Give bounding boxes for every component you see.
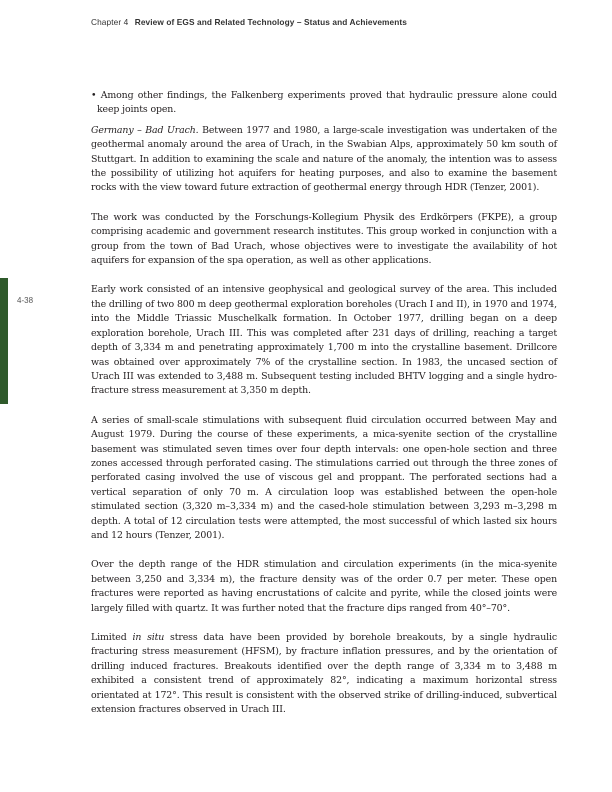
paragraph-stimulations: A series of small-scale stimulations with subsequent fluid circulation occurred between May and August 1979. During the course of these experiments, a mica-syenite section of the crystalline basement was stimulated seven times over four depth intervals: one open-hole section and three zones accessed through perforated casing. The stimulations carried out through the three zones of perforated casing involved the use of viscous gel and proppant. The perforated sections had a vertical separation of only 70 m. A circulation loop was established between the open-hole stimulated section (3,320 m–3,334 m) and the cased-hole stimulation between 3,293 m–3,298 m depth. A total of 12 circulation tests were attempted, the most successful of which lasted six hours and 12 hours (Tenzer, 2001). [91, 414, 557, 541]
paragraph-fkpe: The work was conducted by the Forschungs-Kollegium Physik des Erdkörpers (FKPE), a group comprising academic and government research institutes. This group worked in conjunction with a group from the town of Bad Urach, whose objectives were to investigate the availability of hot aquifers for expansion of the spa operation, as well as other applications. [91, 211, 557, 267]
paragraph-text: stress data have been provided by borehole breakouts, by a single hydraulic fracturing stress measurement (HFSM), by fracture inflation pressures, and by the orientation of drilling induced fractures. Breakouts identified over the depth range of 3,334 m to 3,488 m exhibited a consistent trend of approximately 82°, indicating a maximum horizontal stress orientated at 172°. This result is consistent with the observed strike of drilling-induced, subvertical extension fractures observed in Urach III. [91, 632, 557, 716]
running-header [91, 17, 407, 27]
bullet-finding: • Among other findings, the Falkenberg experiments proved that hydraulic pressure alone could keep joints open. [91, 90, 557, 116]
paragraph-text: Limited [91, 632, 133, 643]
chapter-label: Chapter 4 [91, 17, 129, 27]
page-number: 4-38 [17, 296, 34, 305]
paragraph-bad-urach-intro [91, 124, 557, 196]
paragraph-stress-data [91, 631, 557, 717]
body-text [91, 89, 557, 732]
paragraph-early-work: Early work consisted of an intensive geophysical and geological survey of the area. This included the drilling of two 800 m deep geothermal exploration boreholes (Urach I and II), in 1970 and 1974, into the Middle Triassic Muschelkalk formation. In October 1977, drilling began on a deep exploration borehole, Urach III. This was completed after 231 days of drilling, reaching a target depth of 3,334 m and penetrating approximately 1,700 m into the crystalline basement. Drillcore was obtained over approximately 7% of the crystalline section. In 1983, the uncased section of Urach III was extended to 3,488 m. Subsequent testing included BHTV logging and a single hydro-fracture stress measurement at 3,350 m depth. [91, 284, 557, 397]
paragraph-fracture-density: Over the depth range of the HDR stimulation and circulation experiments (in the mica-syenite between 3,250 and 3,334 m), the fracture density was of the order 0.7 per meter. These open fractures were reported as having encrustations of calcite and pyrite, while the closed joints were largely filled with quartz. It was further noted that the fracture dips ranged from 40°–70°. [91, 559, 557, 614]
italic-term: in situ [132, 632, 165, 643]
chapter-title: Review of EGS and Related Technology – Status and Achievements [134, 17, 407, 27]
side-tab-marker [0, 278, 8, 404]
paragraph-text: . Between 1977 and 1980, a large-scale investigation was undertaken of the geothermal anomaly around the area of Urach, in the Swabian Alps, approximately 50 km south of Stuttgart. In addition to examining the scale and nature of the anomaly, the intention was to assess the possibility of utilizing hot aquifers for heating purposes, and also to examine the basement rocks with the view toward future extraction of geothermal energy through HDR (Tenzer, 2001). [91, 124, 558, 194]
section-lead: Germany – Bad Urach [91, 124, 196, 136]
